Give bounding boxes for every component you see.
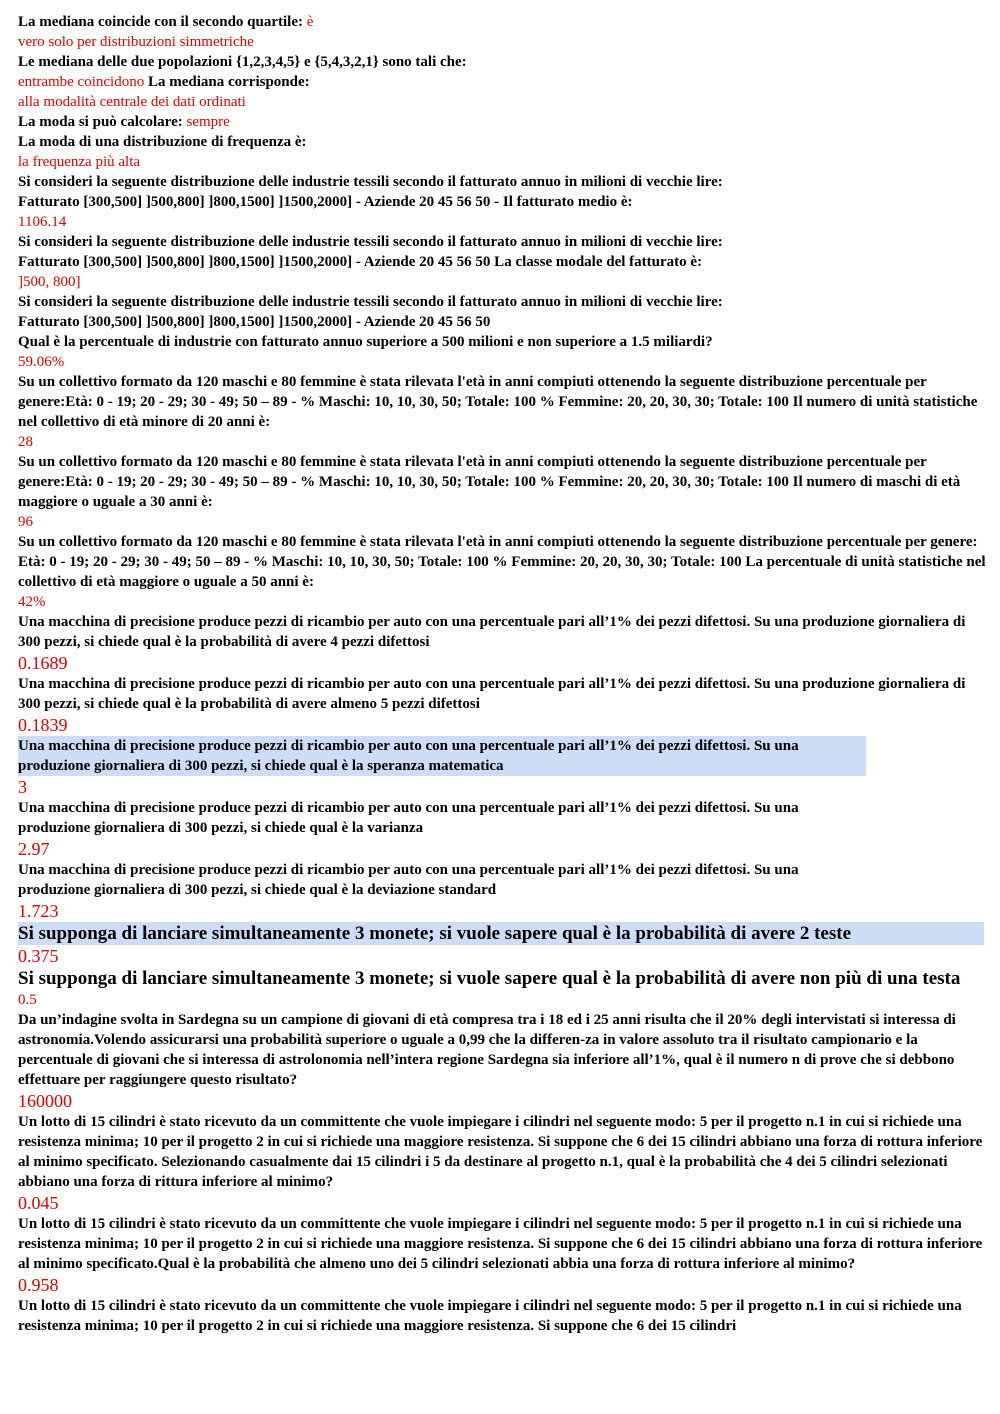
answer: 0.1839: [18, 715, 68, 735]
answer: 0.958: [18, 1275, 59, 1295]
data-row: Fatturato [300,500] ]500,800] ]800,1500] ]1500,2000] - Aziende 20 45 56 50 - Il fatturato medio è:: [18, 194, 633, 210]
answer: 28: [18, 434, 33, 450]
answer-inline: è: [306, 14, 314, 30]
question: Qual è la percentuale di industrie con fatturato annuo superiore a 500 milioni e non superiore a 1.5 miliardi?: [18, 334, 713, 350]
question: Si supponga di lanciare simultaneamente 3 monete; si vuole sapere qual è la probabilità di avere non più di una testa: [18, 968, 961, 989]
question: La moda di una distribuzione di frequenza è:: [18, 134, 307, 150]
answer: 96: [18, 514, 33, 530]
question: Da un’indagine svolta in Sardegna su un campione di giovani di età compresa tra i 18 ed i 25 anni risulta che il 20% degli intervistati si interessa di astronomia.Volendo assicurarsi una probabilità superiore o uguale a 0,99 che la differen-za in valore assoluto tra il risultato campionario e la percentuale di giovani che si interessa di astrolonomia nell’intera regione Sardegna sia inferiore all’1%, qual è il numero n di prove che si debbono effettuare per raggiungere questo risultato?: [18, 1012, 956, 1088]
answer: ]500, 800]: [18, 274, 81, 290]
question-highlighted: Si supponga di lanciare simultaneamente 3 monete; si vuole sapere qual è la probabilità di avere 2 teste: [18, 922, 986, 945]
question: Si consideri la seguente distribuzione delle industrie tessili secondo il fatturato annuo in milioni di vecchie lire:: [18, 294, 723, 310]
answer: 2.97: [18, 839, 50, 859]
question: Un lotto di 15 cilindri è stato ricevuto da un committente che vuole impiegare i cilindri nel seguente modo: 5 per il progetto n.1 in cui si richiede una resistenza minima; 10 per il progetto 2 in cui si richiede una maggiore resistenza. Si suppone che 6 dei 15 cilindri abbiano una forza di rottura inferiore al minimo specificato. Selezionando casualmente dai 15 cilindri i 5 da destinare al progetto n.1, qual è la probabilità che 4 dei 5 cilindri selezionati abbiano una forza di rittura inferiore al minimo?: [18, 1114, 983, 1190]
answer: 3: [18, 777, 27, 797]
question: Si consideri la seguente distribuzione delle industrie tessili secondo il fatturato annuo in milioni di vecchie lire:: [18, 234, 723, 250]
answer-inline: entrambe coincidono: [18, 74, 145, 90]
document: [18, 12, 986, 1336]
question: Una macchina di precisione produce pezzi di ricambio per auto con una percentuale pari all’1% dei pezzi difettosi. Su una produzione giornaliera di 300 pezzi, si chiede qual è la probabilità di avere 4 pezzi difettosi: [18, 614, 966, 650]
answer-inline: sempre: [186, 114, 230, 130]
answer: 0.045: [18, 1193, 59, 1213]
question: Le mediana delle due popolazioni {1,2,3,4,5} e {5,4,3,2,1} sono tali che:: [18, 54, 467, 70]
answer: 59.06%: [18, 354, 65, 370]
question: entrambe coincidono La mediana corrisponde:: [18, 74, 310, 90]
question-highlighted: Una macchina di precisione produce pezzi di ricambio per auto con una percentuale pari all’1% dei pezzi difettosi. Su una produzione giornaliera di 300 pezzi, si chiede qual è la speranza matematica: [18, 736, 986, 776]
question: Una macchina di precisione produce pezzi di ricambio per auto con una percentuale pari all’1% dei pezzi difettosi. Su una produzione giornaliera di 300 pezzi, si chiede qual è la deviazione standard: [18, 862, 799, 898]
question: Una macchina di precisione produce pezzi di ricambio per auto con una percentuale pari all’1% dei pezzi difettosi. Su una produzione giornaliera di 300 pezzi, si chiede qual è la varianza: [18, 800, 799, 836]
answer: 0.5: [18, 992, 37, 1008]
answer: 42%: [18, 594, 46, 610]
data-row: Fatturato [300,500] ]500,800] ]800,1500] ]1500,2000] - Aziende 20 45 56 50: [18, 314, 491, 330]
question: Si consideri la seguente distribuzione delle industrie tessili secondo il fatturato annuo in milioni di vecchie lire:: [18, 174, 723, 190]
question: Un lotto di 15 cilindri è stato ricevuto da un committente che vuole impiegare i cilindri nel seguente modo: 5 per il progetto n.1 in cui si richiede una resistenza minima; 10 per il progetto 2 in cui si richiede una maggiore resistenza. Si suppone che 6 dei 15 cilindri abbiano una forza di rottura inferiore al minimo specificato.Qual è la probabilità che almeno uno dei 5 cilindri selezionati abbia una forza di rottura inferiore al minimo?: [18, 1216, 983, 1272]
answer: 1106.14: [18, 214, 67, 230]
answer: vero solo per distribuzioni simmetriche: [18, 34, 254, 50]
answer: la frequenza più alta: [18, 154, 141, 170]
answer: 0.375: [18, 946, 59, 966]
answer: 1.723: [18, 901, 59, 921]
data-row: Fatturato [300,500] ]500,800] ]800,1500] ]1500,2000] - Aziende 20 45 56 50 La classe modale del fatturato è:: [18, 254, 703, 270]
question: Su un collettivo formato da 120 maschi e 80 femmine è stata rilevata l'età in anni compiuti ottenendo la seguente distribuzione percentuale per genere: Età: 0 - 19; 20 - 29; 30 - 49; 50 – 89 - % Maschi: 10, 10, 30, 50; Totale: 100 % Femmine: 20, 20, 30, 30; Totale: 100 La percentuale di unità statistiche nel collettivo di età maggiore o uguale a 50 anni è:: [18, 534, 986, 590]
answer: alla modalità centrale dei dati ordinati: [18, 94, 246, 110]
question: La moda si può calcolare: sempre: [18, 114, 230, 130]
answer: 0.1689: [18, 653, 68, 673]
question: Un lotto di 15 cilindri è stato ricevuto da un committente che vuole impiegare i cilindri nel seguente modo: 5 per il progetto n.1 in cui si richiede una resistenza minima; 10 per il progetto 2 in cui si richiede una maggiore resistenza. Si suppone che 6 dei 15 cilindri: [18, 1298, 962, 1334]
answer: 160000: [18, 1091, 72, 1111]
question: Su un collettivo formato da 120 maschi e 80 femmine è stata rilevata l'età in anni compiuti ottenendo la seguente distribuzione percentuale per genere:Età: 0 - 19; 20 - 29; 30 - 49; 50 – 89 - % Maschi: 10, 10, 30, 50; Totale: 100 % Femmine: 20, 20, 30, 30; Totale: 100 Il numero di unità statistiche nel collettivo di età minore di 20 anni è:: [18, 374, 978, 430]
question: Su un collettivo formato da 120 maschi e 80 femmine è stata rilevata l'età in anni compiuti ottenendo la seguente distribuzione percentuale per genere:Età: 0 - 19; 20 - 29; 30 - 49; 50 – 89 - % Maschi: 10, 10, 30, 50; Totale: 100 % Femmine: 20, 20, 30, 30; Totale: 100 Il numero di maschi di età maggiore o uguale a 30 anni è:: [18, 454, 961, 510]
question: Una macchina di precisione produce pezzi di ricambio per auto con una percentuale pari all’1% dei pezzi difettosi. Su una produzione giornaliera di 300 pezzi, si chiede qual è la probabilità di avere almeno 5 pezzi difettosi: [18, 676, 966, 712]
question: La mediana coincide con il secondo quartile: è: [18, 14, 314, 30]
